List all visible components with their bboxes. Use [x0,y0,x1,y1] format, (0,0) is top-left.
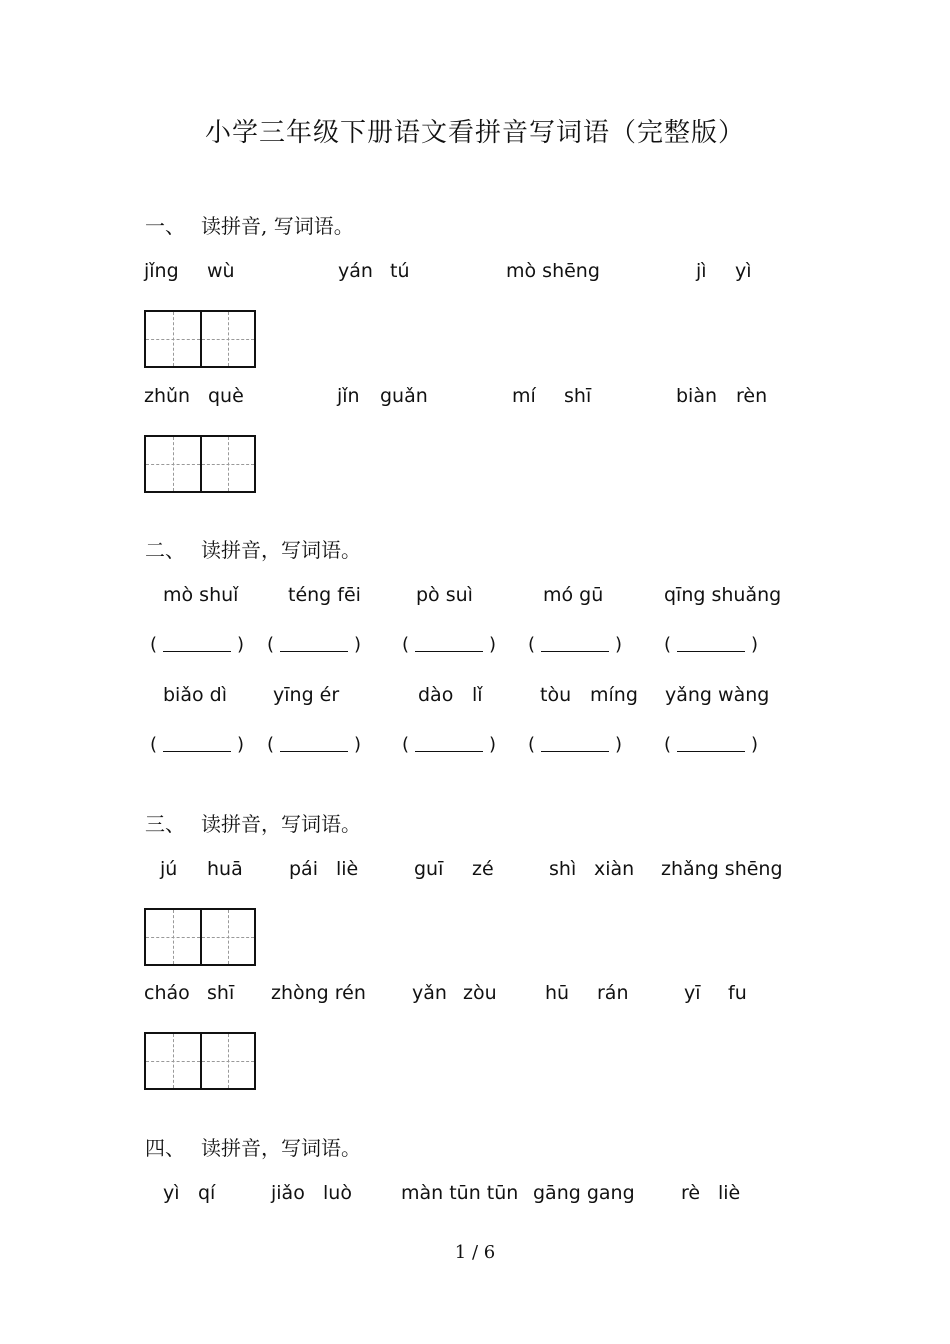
pinyin: cháo [144,982,190,1004]
pinyin: luò [323,1182,352,1204]
pinyin: téng fēi [288,584,361,606]
pinyin: zhòng rén [271,982,366,1004]
pinyin: wù [207,260,235,282]
pinyin: shì [549,858,577,880]
pinyin: yǎng wàng [665,684,770,706]
pinyin: zhǔn [144,385,191,407]
pinyin: biàn [676,385,718,407]
pinyin: yīng ér [273,684,340,706]
writing-grid[interactable] [144,1032,256,1090]
writing-grid[interactable] [144,908,256,966]
writing-grid[interactable] [144,435,256,493]
pinyin: shī [207,982,235,1004]
pinyin: mò shuǐ [163,584,239,606]
pinyin: mó gū [543,584,604,606]
answer-blank[interactable]: ( ) [402,734,497,755]
section-instruction: 读拼音，写词语。 [201,538,361,562]
grid-cell[interactable] [200,312,254,366]
pinyin: pò suì [416,584,473,606]
answer-blank[interactable]: ( ) [150,734,245,755]
section-3-heading [145,808,361,837]
pinyin: yán [338,260,373,282]
pinyin: tòu [540,684,572,706]
answer-blank[interactable]: ( ) [664,634,759,655]
pinyin: hū [545,982,570,1004]
grid-cell[interactable] [200,910,254,964]
answer-blank[interactable]: ( ) [267,634,362,655]
answer-blank[interactable]: ( ) [402,634,497,655]
pinyin: jì [696,260,707,282]
pinyin: fu [728,982,747,1004]
grid-cell[interactable] [146,312,200,366]
pinyin: què [208,385,244,407]
grid-cell[interactable] [146,910,200,964]
section-number: 一、 [145,214,185,238]
grid-cell[interactable] [146,1034,200,1088]
page-number: 1 / 6 [454,1242,496,1263]
pinyin: tú [390,260,410,282]
pinyin: mò shēng [506,260,600,282]
answer-blank[interactable]: ( ) [528,634,623,655]
pinyin: xiàn [594,858,635,880]
pinyin: jiǎo [271,1182,305,1204]
pinyin: yì [163,1182,180,1204]
pinyin: rán [597,982,629,1004]
pinyin: zé [472,858,494,880]
writing-grid[interactable] [144,310,256,368]
section-instruction: 读拼音，写词语。 [201,1136,361,1160]
pinyin: guī [414,858,444,880]
pinyin: liè [718,1182,741,1204]
pinyin: mí [512,385,536,407]
pinyin: biǎo dì [163,684,227,706]
section-instruction: 读拼音，写词语。 [201,812,361,836]
pinyin: jú [160,858,178,880]
pinyin: pái [289,858,318,880]
pinyin: huā [207,858,243,880]
page-title: 小学三年级下册语文看拼音写词语（完整版） [204,118,745,148]
pinyin: lǐ [472,684,483,706]
pinyin: gāng gang [533,1182,635,1204]
grid-cell[interactable] [200,437,254,491]
pinyin: màn tūn tūn [401,1182,519,1204]
answer-blank[interactable]: ( ) [664,734,759,755]
pinyin: jǐn [337,385,360,407]
pinyin: zòu [463,982,497,1004]
grid-cell[interactable] [200,1034,254,1088]
section-number: 三、 [145,812,185,836]
pinyin: yì [735,260,752,282]
pinyin: yǎn [412,982,447,1004]
section-number: 二、 [145,538,185,562]
pinyin: shī [564,385,592,407]
section-1-heading [145,210,354,239]
pinyin: rè [681,1182,701,1204]
pinyin: qīng shuǎng [664,584,782,606]
pinyin: guǎn [380,385,428,407]
pinyin: zhǎng shēng [661,858,783,880]
pinyin: yī [684,982,701,1004]
pinyin: qí [198,1182,216,1204]
grid-cell[interactable] [146,437,200,491]
pinyin: míng [590,684,638,706]
answer-blank[interactable]: ( ) [528,734,623,755]
section-instruction: 读拼音, 写词语。 [201,214,354,238]
section-number: 四、 [145,1136,185,1160]
section-4-heading [145,1132,361,1161]
pinyin: jǐng [144,260,179,282]
pinyin: rèn [736,385,768,407]
pinyin: liè [336,858,359,880]
answer-blank[interactable]: ( ) [267,734,362,755]
answer-blank[interactable]: ( ) [150,634,245,655]
section-2-heading [145,534,361,563]
pinyin: dào [418,684,454,706]
